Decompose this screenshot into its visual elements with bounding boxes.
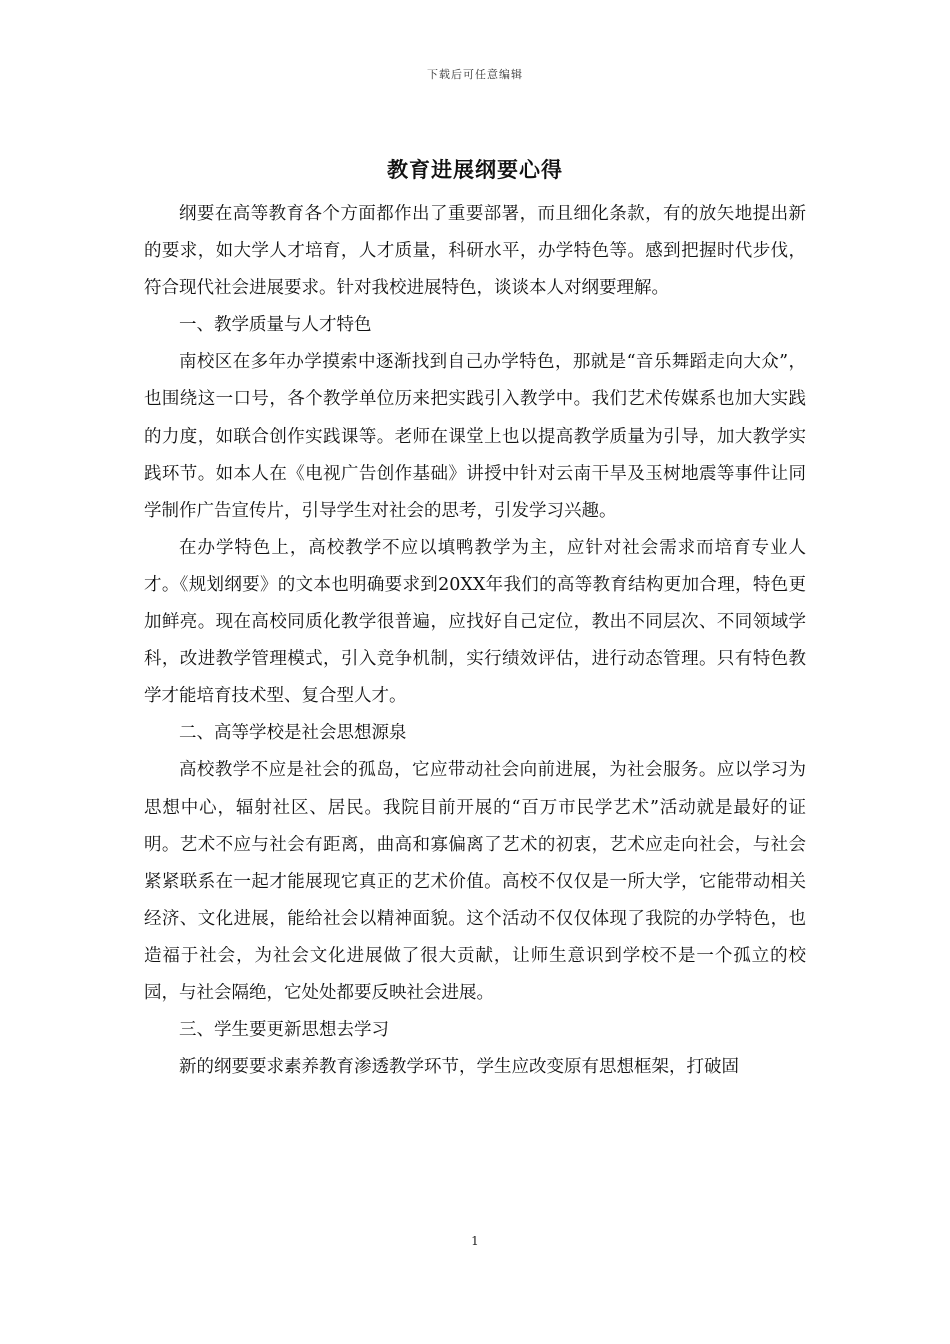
paragraph-school-features: 在办学特色上，高校教学不应以填鸭教学为主，应针对社会需求而培育专业人才。《规划纲要》的文本也明确要求到20XX年我们的高等教育结构更加合理，特色更加鲜亮。现在高校同质化教学很普遍，应找好自己定位，教出不同层次、不同领域学科，改进教学管理模式，引入竞争机制，实行绩效评估，进行动态管理。只有特色教学才能培育技术型、复合型人才。 <box>144 537 806 707</box>
paragraph-intro: 纲要在高等教育各个方面都作出了重要部署，而且细化条款，有的放矢地提出新的要求，如大学人才培育，人才质量，科研水平，办学特色等。感到把握时代步伐，符合现代社会进展要求。针对我校进展特色，谈谈本人对纲要理解。 <box>144 204 806 299</box>
paragraph-south-campus: 南校区在多年办学摸索中逐渐找到自己办学特色，那就是“音乐舞蹈走向大众”，也围绕这一口号，各个教学单位历来把实践引入教学中。我们艺术传媒系也加大实践的力度，如联合创作实践课等。老师在课堂上也以提高教学质量为引导，加大教学实践环节。如本人在《电视广告创作基础》讲授中针对云南干旱及玉树地震等事件让同学制作广告宣传片，引导学生对社会的思考，引发学习兴趣。 <box>144 352 806 521</box>
header-note: 下载后可任意编辑 <box>427 68 523 81</box>
section-heading-1: 一、教学质量与人才特色 <box>179 315 372 336</box>
document-body <box>144 196 806 1086</box>
section-heading-2: 二、高等学校是社会思想源泉 <box>179 723 407 744</box>
paragraph-students: 新的纲要要求素养教育渗透教学环节，学生应改变原有思想框架，打破固 <box>179 1057 739 1078</box>
section-heading-3: 三、学生要更新思想去学习 <box>179 1020 389 1041</box>
document-title: 教育进展纲要心得 <box>387 157 563 182</box>
page-number: 1 <box>471 1234 479 1248</box>
paragraph-society: 高校教学不应是社会的孤岛，它应带动社会向前进展，为社会服务。应以学习为思想中心，辐射社区、居民。我院目前开展的“百万市民学艺术”活动就是最好的证明。艺术不应与社会有距离，曲高和寡偏离了艺术的初衷，艺术应走向社会，与社会紧紧联系在一起才能展现它真正的艺术价值。高校不仅仅是一所大学，它能带动相关经济、文化进展，能给社会以精神面貌。这个活动不仅仅体现了我院的办学特色，也造福于社会，为社会文化进展做了很大贡献，让师生意识到学校不是一个孤立的校园，与社会隔绝，它处处都要反映社会进展。 <box>144 760 806 1003</box>
